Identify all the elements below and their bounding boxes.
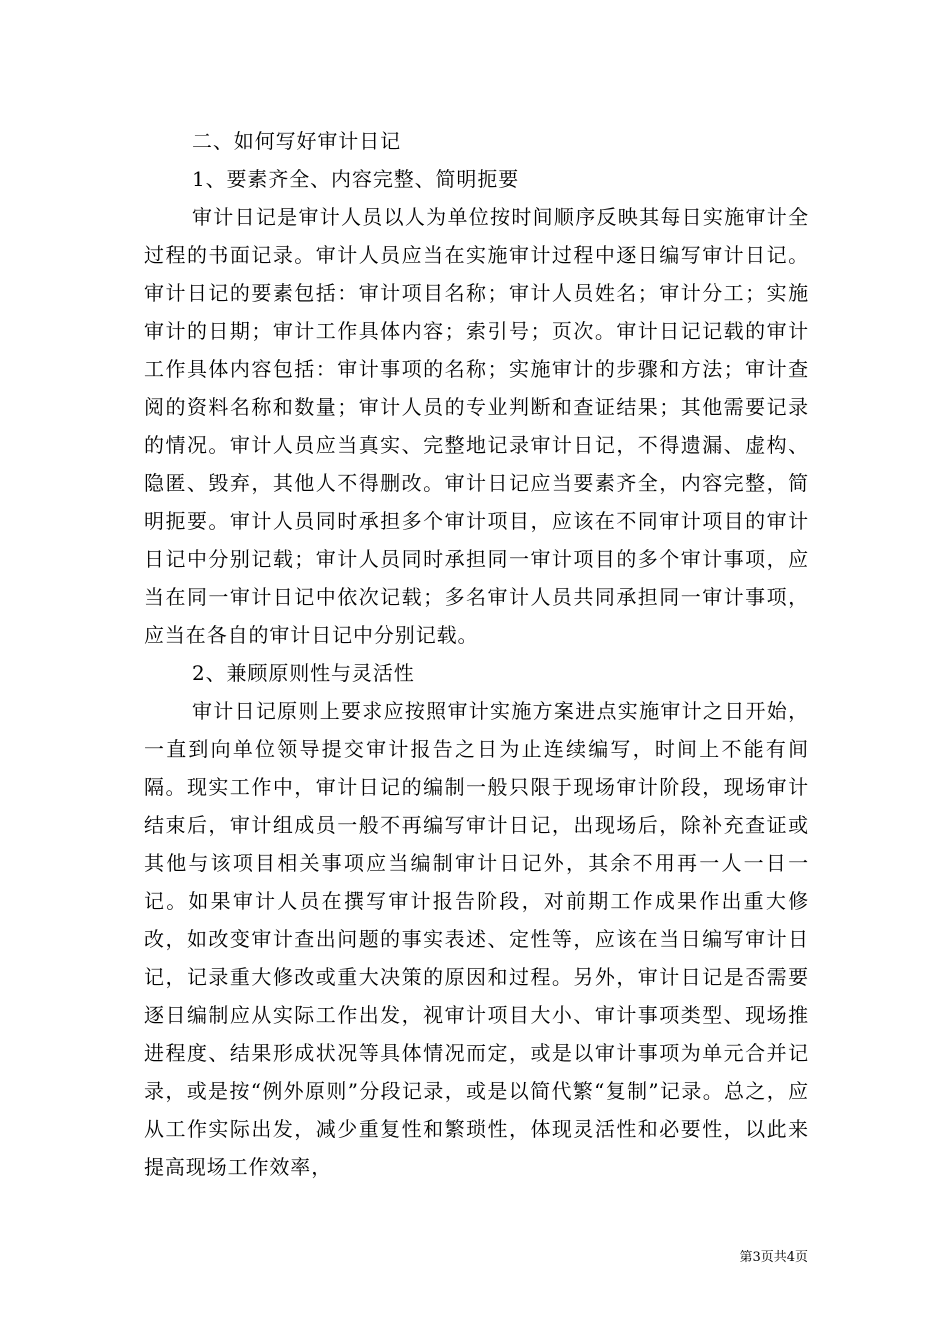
page-number-footer: 第3页共4页 [739, 1250, 808, 1265]
subsection-title-2: 2、兼顾原则性与灵活性 [192, 661, 415, 685]
subsection-title-1: 1、要素齐全、内容完整、简明扼要 [192, 167, 520, 191]
document-body [144, 122, 809, 1186]
paragraph-1: 审计日记是审计人员以人为单位按时间顺序反映其每日实施审计全过程的书面记录。审计人员应当在实施审计过程中逐日编写审计日记。审计日记的要素包括：审计项目名称；审计人员姓名；审计分工；实施审计的日期；审计工作具体内容；索引号；页次。审计日记记载的审计工作具体内容包括：审计事项的名称；实施审计的步骤和方法；审计查阅的资料名称和数量；审计人员的专业判断和查证结果；其他需要记录的情况。审计人员应当真实、完整地记录审计日记，不得遗漏、虚构、隐匿、毁弃，其他人不得删改。审计日记应当要素齐全，内容完整，简明扼要。审计人员同时承担多个审计项目，应该在不同审计项目的审计日记中分别记载；审计人员同时承担同一审计项目的多个审计事项，应当在同一审计日记中依次记载；多名审计人员共同承担同一审计事项，应当在各自的审计日记中分别记载。 [144, 205, 809, 647]
paragraph-2: 审计日记原则上要求应按照审计实施方案进点实施审计之日开始，一直到向单位领导提交审计报告之日为止连续编写，时间上不能有间隔。现实工作中，审计日记的编制一般只限于现场审计阶段，现场审计结束后，审计组成员一般不再编写审计日记，出现场后，除补充查证或其他与该项目相关事项应当编制审计日记外，其余不用再一人一日一记。如果审计人员在撰写审计报告阶段，对前期工作成果作出重大修改，如改变审计查出问题的事实表述、定性等，应该在当日编写审计日记，记录重大修改或重大决策的原因和过程。另外，审计日记是否需要逐日编制应从实际工作出发，视审计项目大小、审计事项类型、现场推进程度、结果形成状况等具体情况而定，或是以审计事项为单元合并记录，或是按“例外原则”分段记录，或是以简代繁“复制”记录。总之，应从工作实际出发，减少重复性和繁琐性，体现灵活性和必要性，以此来提高现场工作效率， [144, 699, 809, 1179]
section-title: 二、如何写好审计日记 [192, 129, 401, 153]
